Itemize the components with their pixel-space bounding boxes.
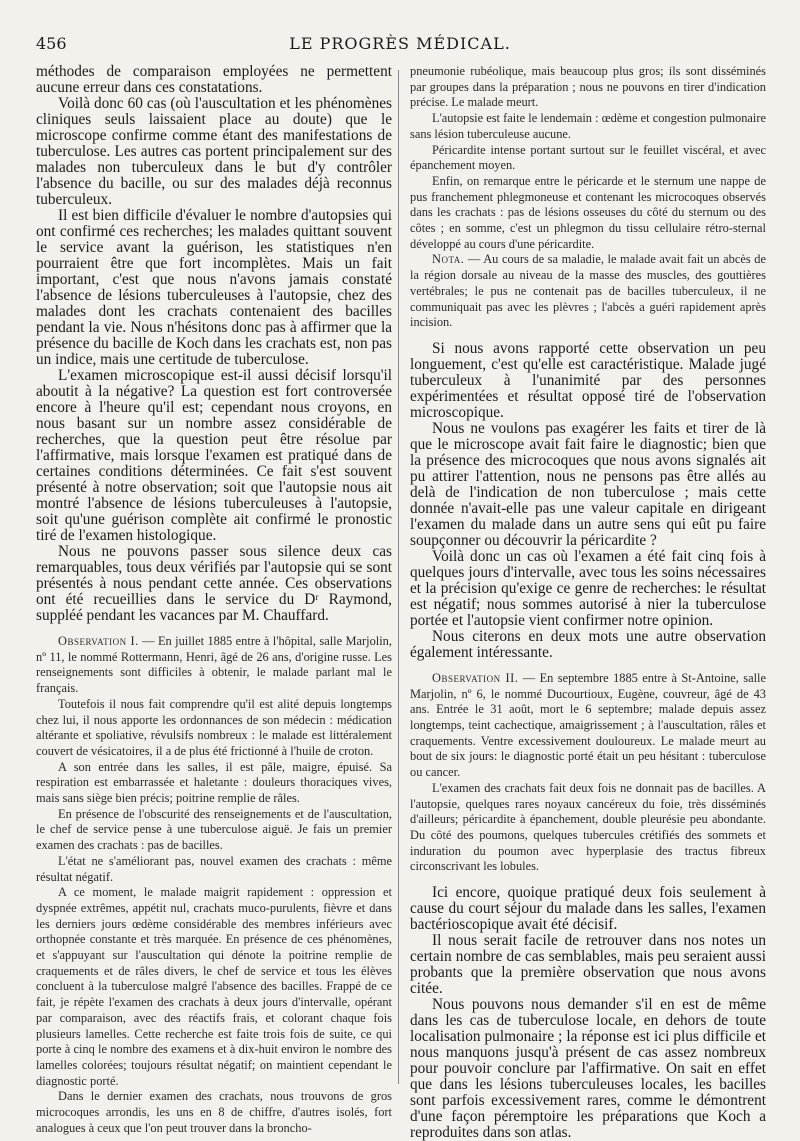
paragraph: Nous ne voulons pas exagérer les faits et tirer de là que le microscope avait fait faire le diagnostic; bien que la présence des microcoques que nous avons signalés ait pu attirer l'attention, nous ne pensons pas être allés au delà de l'indication de non tuberculose ; mais cette donnée n'avait-elle pas une valeur capitale en dirigeant l'examen du malade dans un autre sens qui eût pu faire soupçonner ou découvrir la péricardite ?: [410, 419, 766, 549]
right-column: [410, 64, 766, 1141]
paragraph: Nous ne pouvons passer sous silence deux cas remarquables, tous deux vérifiés par l'autopsie qui se sont présentés à nous pendant cette année. Ces observations ont été recueillies dans le service du Dʳ Raymond, suppléé pendant les vacances par M. Chauffard.: [36, 543, 392, 624]
observation-1-text: — En juillet 1885 entre à l'hôpital, salle Marjolin, nº 11, le nommé Rottermann, Henri, âgé de 26 ans, d'origine russe. Les renseignements sont difficiles à obtenir, le malade parlant mal le français.: [36, 634, 392, 696]
observation-2-label: Observation II.: [432, 670, 519, 685]
paragraph: Il est bien difficile d'évaluer le nombre d'autopsies qui ont confirmé ces recherches; les malades quittant souvent le service avant la guérison, les statistiques n'en pourraient être que fort incomplètes. Mais un fait important, c'est que nous n'avons jamais constaté l'absence de lésions tuberculeuses à l'autopsie, chez des malades dont les crachats contenaient des bacilles pendant la vie. Nous n'hésitons donc pas à affirmer que la présence du bacille de Koch dans les crachats est, non pas un indice, mais une certitude de tuberculose.: [36, 207, 392, 368]
page-header: [36, 34, 764, 56]
observation-paragraph: A son entrée dans les salles, il est pâle, maigre, épuisé. Sa respiration est embarrassée et haletante : douleurs thoraciques vives, mais sans siège bien précis; poitrine remplie de râles.: [36, 759, 392, 806]
observation-2-intro: [410, 671, 766, 781]
observation-1-intro: [36, 634, 392, 697]
observation-paragraph: Péricardite intense portant surtout sur le feuillet viscéral, et avec épanchement moyen.: [410, 142, 766, 173]
observation-1-label: Observation I.: [58, 634, 139, 648]
paragraph: Nous pouvons nous demander s'il en est de même dans les cas de tuberculose locale, en dehors de toute localisation pulmonaire ; la réponse est ici plus difficile et nous manquons jusqu'à présent de cas assez nombreux pour pouvoir conclure par l'affirmative. On sait en effet que dans les lésions tuberculeuses locales, les bacilles sont parfois excessivement rares, comme le démontrent d'une façon péremptoire les préparations que Koch a reproduites dans son atlas.: [410, 996, 766, 1141]
paragraph: Nous citerons en deux mots une autre observation également intéressante.: [410, 627, 766, 661]
paragraph: Il nous serait facile de retrouver dans nos notes un certain nombre de cas semblables, mais peu seraient aussi probants que la première observation que nous avons citée.: [410, 932, 766, 998]
note-text: — Au cours de sa maladie, le malade avait fait un abcès de la région dorsale au niveau de la masse des muscles, des gouttières vertébrales; le pus ne contenait pas de bacilles tuberculeux, il ne communiquait pas avec les plèvres ; l'abcès a guéri rapidement après incision.: [410, 252, 766, 330]
observation-paragraph: L'examen des crachats fait deux fois ne donnait pas de bacilles. A l'autopsie, quelques rares noyaux cancéreux du foie, très disséminés d'ailleurs; péricardite à épanchement, double pleurésie peu abondante. Du côté des poumons, quelques tubercules crétifiés des sommets et induration du poumon avec hyperplasie des tractus fibreux circonscrivant les lobules.: [410, 780, 766, 874]
paragraph: Voilà donc 60 cas (où l'auscultation et les phénomènes cliniques seuls laissaient place au doute) que le microscope confirme comme étant des manifestations de tuberculose. Les autres cas portent principalement sur des malades non tuberculeux dans le but d'y contrôler l'absence du bacille, ou sur des malades déjà reconnus tuberculeux.: [36, 95, 392, 208]
running-title: LE PROGRÈS MÉDICAL.: [289, 34, 511, 53]
left-column: [36, 64, 392, 1137]
note-paragraph: [410, 252, 766, 331]
column-divider: [398, 70, 399, 1084]
observation-paragraph: Enfin, on remarque entre le péricarde et le sternum une nappe de pus franchement phlegmoneuse et contenant les microcoques observés dans les crachats : pas de lésions osseuses du côté du sternum ou des côtes ; en somme, c'est un phlegmon du tissu cellulaire rétro-sternal développé au cours d'une péricardite.: [410, 173, 766, 251]
note-label: Nota.: [432, 252, 465, 267]
paragraph: L'examen microscopique est-il aussi décisif lorsqu'il aboutit à la négative? La question est fort controversée encore à l'heure qu'il est; cependant nous croyons, en nous basant sur un nombre assez considérable de recherches, que la question peut être résolue par l'affirmative, mais lorsque l'examen est pratiqué dans de certaines conditions déterminées. Ce fait s'est souvent présenté à notre observation; soit que l'autopsie nous ait montré l'absence de lésions tuberculeuses à l'autopsie, soit qu'une guérison complète ait confirmé le pronostic tiré de l'examen histologique.: [36, 367, 392, 544]
paragraph: méthodes de comparaison employées ne permettent aucune erreur dans ces constatations.: [36, 63, 392, 96]
paragraph: Ici encore, quoique pratiqué deux fois seulement à cause du court séjour du malade dans les salles, l'examen bactérioscopique avait été décisif.: [410, 884, 766, 934]
paragraph: Si nous avons rapporté cette observation un peu longuement, c'est qu'elle est caractéristique. Malade jugé tuberculeux à l'unanimité par des personnes expérimentées et résultat opposé tiré de l'observation microscopique.: [410, 339, 766, 421]
observation-2-text: — En septembre 1885 entre à St-Antoine, salle Marjolin, nº 6, le nommé Ducourtioux, Eugène, couvreur, âgé de 43 ans. Entrée le 31 août, mort le 6 septembre; malade depuis assez longtemps, teint cachectique, amaigrissement ; à l'auscultation, râles et craquements. Ventre excessivement douloureux. Le malade meurt au bout de six jours: le diagnostic porté était un peu hésitant : tuberculose ou cancer.: [410, 670, 766, 780]
paragraph: Voilà donc un cas où l'examen a été fait cinq fois à quelques jours d'intervalle, avec tous les soins nécessaires et la précision qu'exige ce genre de recherches: le résultat est négatif; nous sommes autorisé à nier la tuberculose portée et l'autopsie vient confirmer notre opinion.: [410, 547, 766, 629]
observation-paragraph: Dans le dernier examen des crachats, nous trouvons de gros microcoques arrondis, les uns en 8 de chiffre, d'autres isolés, fort analogues à ceux que l'on peut trouver dans la broncho-: [36, 1089, 392, 1135]
observation-paragraph: pneumonie rubéolique, mais beaucoup plus gros; ils sont disséminés par groupes dans la préparation ; nous ne pouvons en tirer d'indication précise. Le malade meurt.: [410, 64, 766, 110]
observation-paragraph: Toutefois il nous fait comprendre qu'il est alité depuis longtemps chez lui, il nous apporte les ordonnances de son médecin : médication altérante et spoliative, révulsifs nombreux : le malade est littéralement couvert de vésicatoires, il a de plus été frictionné à l'huile de croton.: [36, 696, 392, 758]
observation-paragraph: L'état ne s'améliorant pas, nouvel examen des crachats : même résultat négatif.: [36, 853, 392, 884]
observation-paragraph: A ce moment, le malade maigrit rapidement : oppression et dyspnée extrêmes, appétit nul, crachats muco-purulents, fièvre et dans les derniers jours œdème considérable des membres inférieurs avec orthopnée constante et très marquée. En présence de ces phénomènes, et s'appuyant sur l'auscultation qui dénote la poitrine remplie de craquements et de râles divers, le chef de service et tous les élèves concluent à la tuberculose malgré l'absence des bacilles. Frappé de ce fait, je répète l'examen des crachats à deux jours d'intervalle, opérant par comparaison, avec des réactifs frais, et colorant chaque fois plusieurs lamelles. Cette recherche est faite trois fois de suite, ce qui porte à cinq le nombre des examens et à dix-huit environ le nombre des lamelles colorées; toujours résultat négatif; on maintient cependant le diagnostic porté.: [36, 885, 392, 1088]
page-number: 456: [36, 34, 67, 53]
observation-paragraph: L'autopsie est faite le lendemain : œdème et congestion pulmonaire sans lésion tuberculeuse aucune.: [410, 111, 766, 141]
observation-paragraph: En présence de l'obscurité des renseignements et de l'auscultation, le chef de service pense à une tuberculose aiguë. Je fais un premier examen des crachats : pas de bacilles.: [36, 806, 392, 853]
